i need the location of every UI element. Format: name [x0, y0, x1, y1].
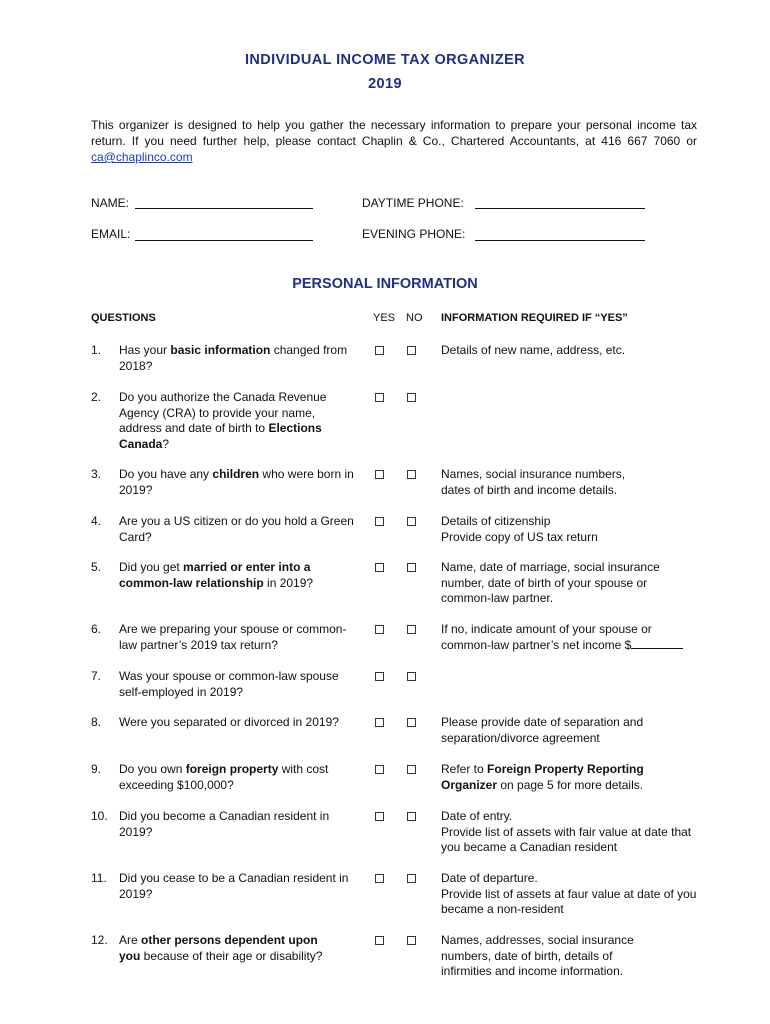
no-checkbox[interactable]: [407, 718, 416, 727]
info-header: INFORMATION REQUIRED IF “YES”: [441, 312, 628, 324]
yes-checkbox[interactable]: [375, 393, 384, 402]
no-checkbox[interactable]: [407, 346, 416, 355]
info-required: If no, indicate amount of your spouse or common-law partner’s net income $: [441, 622, 703, 653]
yes-checkbox[interactable]: [375, 765, 384, 774]
question-number: 8.: [91, 715, 102, 729]
no-checkbox[interactable]: [407, 393, 416, 402]
question-text: Are you a US citizen or do you hold a Green Card?: [119, 514, 354, 544]
no-checkbox[interactable]: [407, 812, 416, 821]
question-text: Did you get married or enter into a common-law relationship in 2019?: [119, 560, 314, 590]
intro-text: This organizer is designed to help you gather the necessary information to prepare your personal income tax return. If you need further help, please contact Chaplin & Co., Chartered Accountants, at 416 667 7060 or: [91, 118, 697, 148]
question-text: Has your basic information changed from 2018?: [119, 343, 348, 373]
yes-checkbox[interactable]: [375, 517, 384, 526]
info-required: Refer to Foreign Property Reporting Organizer on page 5 for more details.: [441, 762, 644, 792]
yes-checkbox[interactable]: [375, 718, 384, 727]
yes-checkbox[interactable]: [375, 874, 384, 883]
yes-checkbox[interactable]: [375, 625, 384, 634]
yes-checkbox[interactable]: [375, 470, 384, 479]
email-label: EMAIL:: [91, 227, 131, 241]
no-checkbox[interactable]: [407, 672, 416, 681]
info-required: Name, date of marriage, social insurance number, date of birth of your spouse or common-law partner.: [441, 560, 660, 605]
no-checkbox[interactable]: [407, 765, 416, 774]
no-checkbox[interactable]: [407, 517, 416, 526]
question-text: Are we preparing your spouse or common-law partner’s 2019 tax return?: [119, 622, 347, 652]
section-title: PERSONAL INFORMATION: [292, 276, 478, 292]
question-text: Do you own foreign property with cost exceeding $100,000?: [119, 762, 329, 792]
net-income-field[interactable]: [631, 638, 683, 649]
name-label: NAME:: [91, 196, 130, 210]
info-required: Names, addresses, social insurance numbers, date of birth, details of infirmities and income information.: [441, 933, 634, 978]
no-checkbox[interactable]: [407, 563, 416, 572]
daytime-phone-field[interactable]: [475, 208, 645, 209]
yes-header: YES: [373, 312, 396, 324]
name-field[interactable]: [135, 208, 313, 209]
info-required: Date of entry. Provide list of assets with fair value at date that you became a Canadian resident: [441, 809, 692, 854]
question-number: 10.: [91, 809, 108, 823]
no-checkbox[interactable]: [407, 625, 416, 634]
question-number: 11.: [91, 871, 107, 885]
question-number: 9.: [91, 762, 102, 776]
info-required: Names, social insurance numbers, dates of birth and income details.: [441, 467, 626, 497]
yes-checkbox[interactable]: [375, 936, 384, 945]
yes-checkbox[interactable]: [375, 346, 384, 355]
email-link[interactable]: ca@chaplinco.com: [91, 150, 193, 164]
info-required: Date of departure. Provide list of assets at faur value at date of you became a non-resident: [441, 871, 697, 916]
yes-checkbox[interactable]: [375, 672, 384, 681]
question-number: 5.: [91, 560, 102, 574]
question-number: 4.: [91, 514, 102, 528]
question-text: Were you separated or divorced in 2019?: [119, 715, 339, 729]
question-text: Are other persons dependent upon you because of their age or disability?: [119, 933, 323, 963]
document-year: 2019: [368, 76, 402, 92]
question-text: Was your spouse or common-law spouse self-employed in 2019?: [119, 669, 339, 699]
email-field[interactable]: [135, 240, 313, 241]
info-required: Details of new name, address, etc.: [441, 343, 626, 357]
no-checkbox[interactable]: [407, 874, 416, 883]
question-text: Did you become a Canadian resident in 2019?: [119, 809, 330, 839]
question-number: 6.: [91, 622, 102, 636]
info-required: Details of citizenship Provide copy of US tax return: [441, 514, 598, 544]
evening-phone-label: EVENING PHONE:: [362, 227, 466, 241]
question-number: 1.: [91, 343, 102, 357]
question-number: 2.: [91, 390, 102, 404]
no-header: NO: [406, 312, 423, 324]
evening-phone-field[interactable]: [475, 240, 645, 241]
intro-paragraph: [91, 117, 697, 165]
info-required: Please provide date of separation and separation/divorce agreement: [441, 715, 644, 745]
question-number: 7.: [91, 669, 102, 683]
question-number: 12.: [91, 933, 108, 947]
daytime-phone-label: DAYTIME PHONE:: [362, 196, 464, 210]
question-number: 3.: [91, 467, 102, 481]
no-checkbox[interactable]: [407, 936, 416, 945]
question-text: Did you cease to be a Canadian resident in 2019?: [119, 871, 349, 901]
no-checkbox[interactable]: [407, 470, 416, 479]
yes-checkbox[interactable]: [375, 563, 384, 572]
yes-checkbox[interactable]: [375, 812, 384, 821]
question-text: Do you have any children who were born in 2019?: [119, 467, 354, 497]
questions-header: QUESTIONS: [91, 312, 156, 324]
question-text: Do you authorize the Canada Revenue Agency (CRA) to provide your name, address and date of birth to Elections Canada?: [119, 390, 327, 451]
document-title: INDIVIDUAL INCOME TAX ORGANIZER: [244, 52, 526, 68]
